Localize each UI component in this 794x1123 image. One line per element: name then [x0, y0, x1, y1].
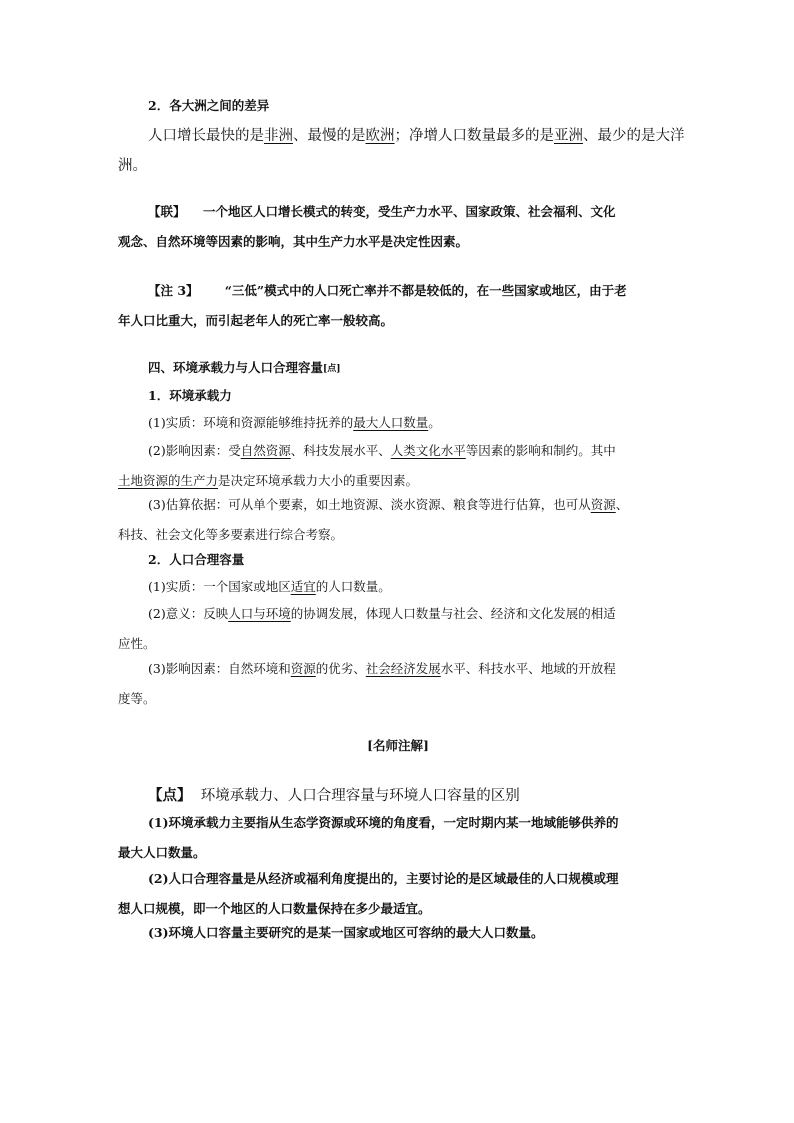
dian-title: 环境承载力、人口合理容量与环境人口容量的区别: [200, 788, 520, 804]
underlined-term: 人类文化水平: [390, 443, 466, 458]
carrying-capacity-estimation: (3)估算依据：可从单个要素，如土地资源、淡水资源、粮食等进行估算，也可从资源、 科技、社会文化等多要素进行综合考察。: [118, 497, 629, 542]
underlined-term: 亚洲: [554, 128, 583, 144]
underlined-term: 非洲: [264, 128, 293, 144]
underlined-term: 社会经济发展: [365, 661, 441, 676]
teacher-notes-title: [名师注解]: [367, 738, 429, 753]
dian-label: 【点】: [148, 787, 192, 804]
subsection-carrying-capacity: 1．环境承载力: [148, 388, 232, 403]
section-heading-continents: 2．各大洲之间的差异: [148, 98, 270, 113]
carrying-capacity-factors: (2)影响因素：受自然资源、科技发展水平、人类文化水平等因素的影响和制约。其中 土地资源的生产力是决定环境承载力大小的重要因素。: [118, 443, 616, 488]
underlined-term: 自然资源: [240, 443, 291, 458]
underlined-term: 资源: [290, 661, 316, 676]
reasonable-capacity-essence: (1)实质：一个国家或地区适宜的人口数量。: [148, 579, 391, 594]
lian-note: 【联】 一个地区人口增长模式的转变，受生产力水平、国家政策、社会福利、文化 观念、自然环境等因素的影响，其中生产力水平是决定性因素。: [118, 204, 616, 249]
subsection-reasonable-capacity: 2．人口合理容量: [148, 552, 245, 567]
dian-note: [118, 781, 678, 811]
point-tag: [点]: [323, 364, 341, 374]
underlined-term: 人口与环境: [228, 606, 291, 621]
section-4-heading: 四、环境承载力与人口合理容量[点]: [148, 360, 341, 375]
note-3-label: 【注 3】: [148, 283, 199, 298]
underlined-term: 资源: [590, 497, 616, 512]
note-carrying-capacity: (1)环境承载力主要指从生态学资源或环境的角度看，一定时期内某一地域能够供养的 最大人口数量。: [118, 815, 619, 860]
note-environmental-capacity: (3)环境人口容量主要研究的是某一国家或地区可容纳的最大人口数量。: [148, 925, 544, 940]
carrying-capacity-essence: (1)实质：环境和资源能够维持抚养的最大人口数量。: [148, 415, 441, 430]
lian-label: 【联】: [148, 204, 186, 219]
reasonable-capacity-meaning: (2)意义：反映人口与环境的协调发展，体现人口数量与社会、经济和文化发展的相适 应性。: [118, 606, 616, 651]
underlined-term: 土地资源的生产力: [118, 473, 219, 488]
note-reasonable-capacity: (2)人口合理容量是从经济或福利角度提出的，主要讨论的是区域最佳的人口规模或理 想人口规模，即一个地区的人口数量保持在多少最适宜。: [118, 871, 619, 916]
continent-difference-paragraph: 人口增长最快的是非洲、最慢的是欧洲；净增人口数量最多的是亚洲、最少的是大洋 洲。: [118, 128, 685, 174]
underlined-term: 最大人口数量: [353, 415, 429, 430]
reasonable-capacity-factors: (3)影响因素：自然环境和资源的优劣、社会经济发展水平、科技水平、地域的开放程 度等。: [118, 661, 616, 706]
underlined-term: 欧洲: [365, 128, 395, 144]
underlined-term: 适宜: [290, 579, 316, 594]
note-3: 【注 3】 “三低”模式中的人口死亡率并不都是较低的，在一些国家或地区，由于老 年人口比重大，而引起老年人的死亡率一般较高。: [118, 283, 627, 328]
